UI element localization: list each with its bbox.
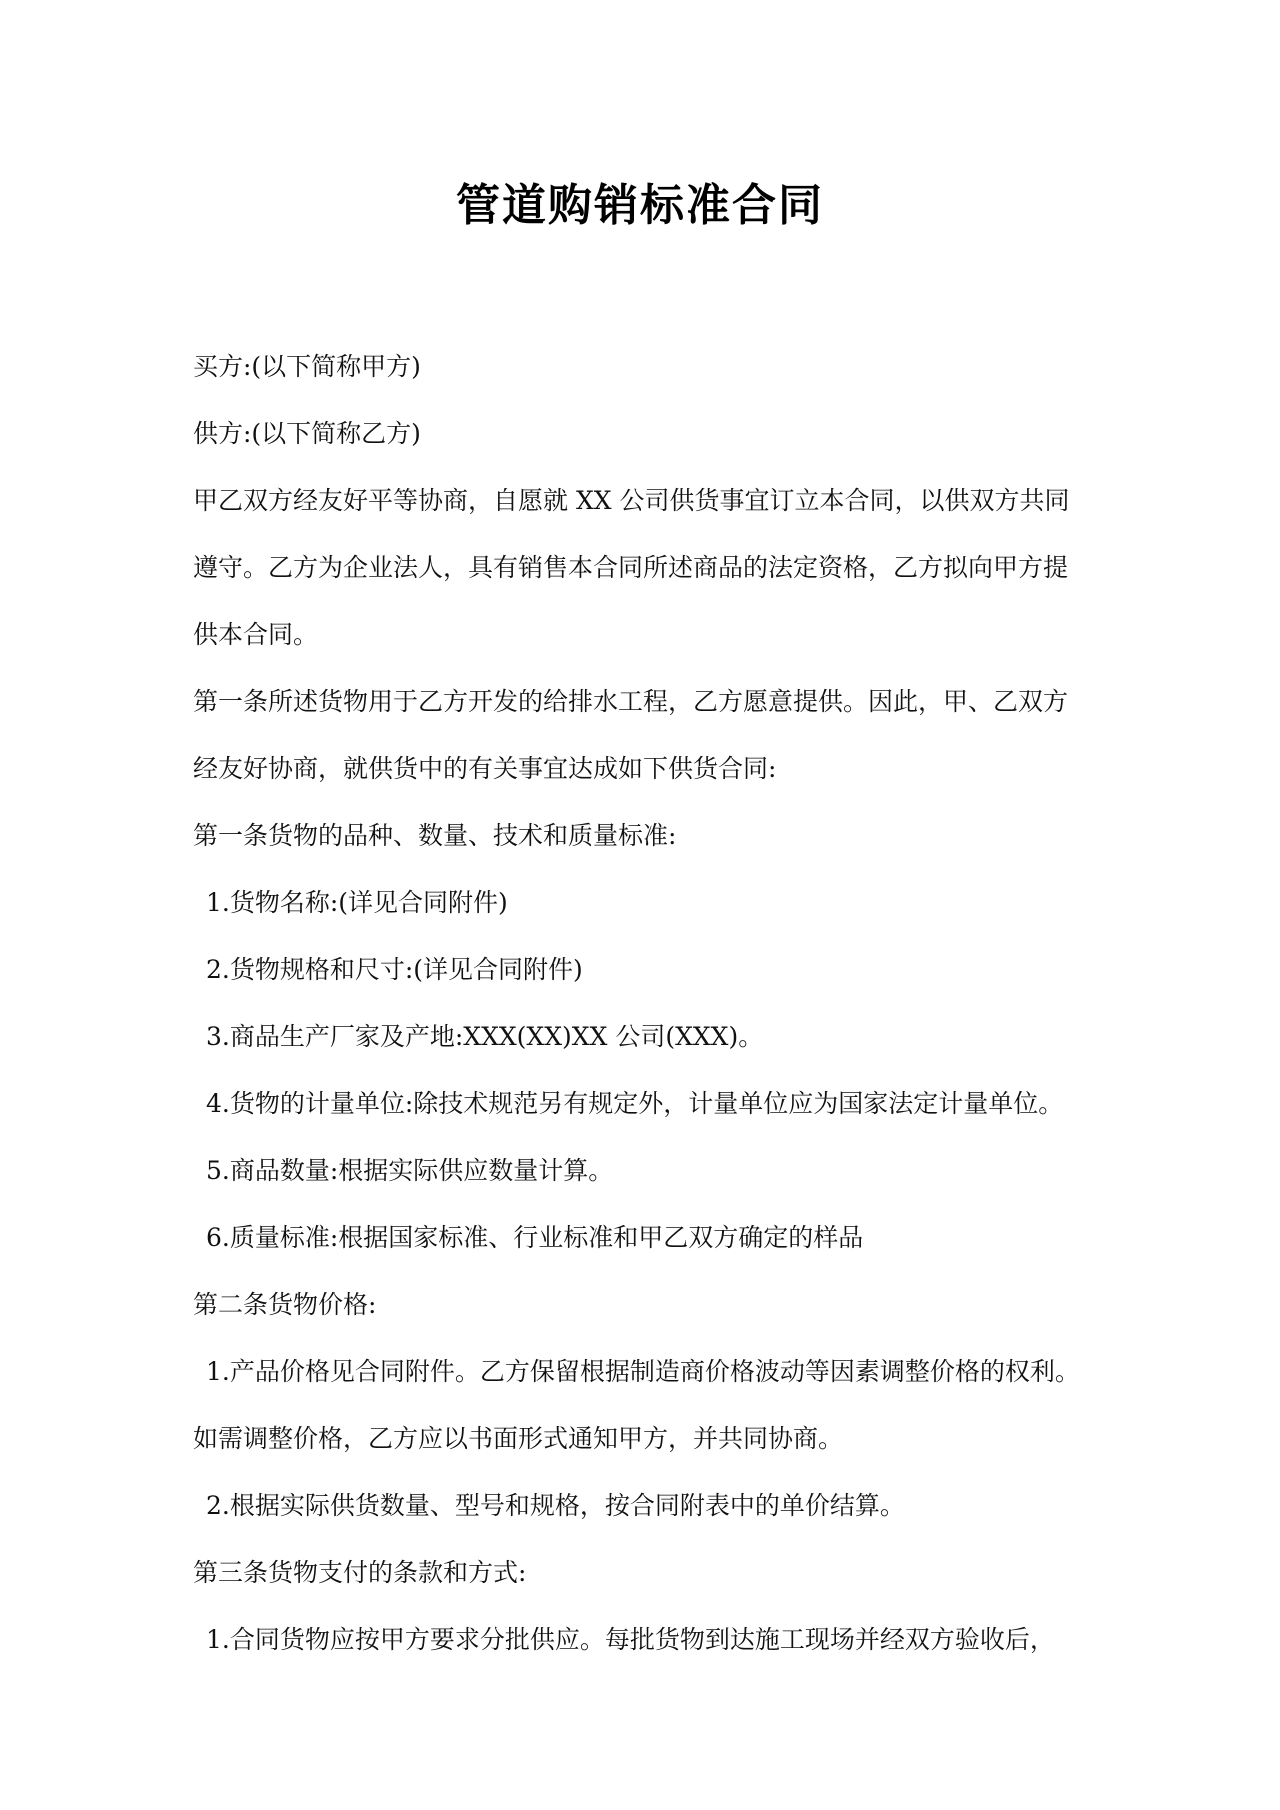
document-title: 管道购销标准合同 — [456, 180, 824, 231]
list-item: 1.产品价格见合同附件。乙方保留根据制造商价格波动等因素调整价格的权利。 — [206, 1357, 1080, 1386]
paragraph-line: 遵守。乙方为企业法人，具有销售本合同所述商品的法定资格，乙方拟向甲方提 — [193, 553, 1069, 582]
paragraph-line: 第一条所述货物用于乙方开发的给排水工程，乙方愿意提供。因此，甲、乙双方 — [193, 687, 1069, 716]
paragraph-line: 经友好协商，就供货中的有关事宜达成如下供货合同: — [193, 754, 777, 783]
list-item: 2.货物规格和尺寸:(详见合同附件) — [206, 955, 583, 984]
paragraph-line-buyer: 买方:(以下简称甲方) — [193, 352, 421, 381]
list-item: 5.商品数量:根据实际供应数量计算。 — [206, 1156, 614, 1185]
list-item: 1.合同货物应按甲方要求分批供应。每批货物到达施工现场并经双方验收后， — [206, 1625, 1055, 1654]
list-item: 4.货物的计量单位:除技术规范另有规定外，计量单位应为国家法定计量单位。 — [206, 1089, 1064, 1118]
section-heading: 第二条货物价格: — [193, 1290, 377, 1319]
section-heading: 第一条货物的品种、数量、技术和质量标准: — [193, 821, 677, 850]
list-item: 3.商品生产厂家及产地:XXX(XX)XX 公司(XXX)。 — [206, 1022, 764, 1051]
paragraph-line: 供本合同。 — [193, 620, 319, 649]
list-item: 2.根据实际供货数量、型号和规格，按合同附表中的单价结算。 — [206, 1491, 905, 1520]
paragraph-line: 甲乙双方经友好平等协商，自愿就 XX 公司供货事宜订立本合同，以供双方共同 — [193, 486, 1070, 515]
section-heading: 第三条货物支付的条款和方式: — [193, 1558, 527, 1587]
list-item: 1.货物名称:(详见合同附件) — [206, 888, 508, 917]
document-body — [193, 333, 1093, 1673]
paragraph-line-supplier: 供方:(以下简称乙方) — [193, 419, 421, 448]
paragraph-line: 如需调整价格，乙方应以书面形式通知甲方，并共同协商。 — [193, 1424, 844, 1453]
list-item: 6.质量标准:根据国家标准、行业标准和甲乙双方确定的样品 — [206, 1223, 864, 1252]
